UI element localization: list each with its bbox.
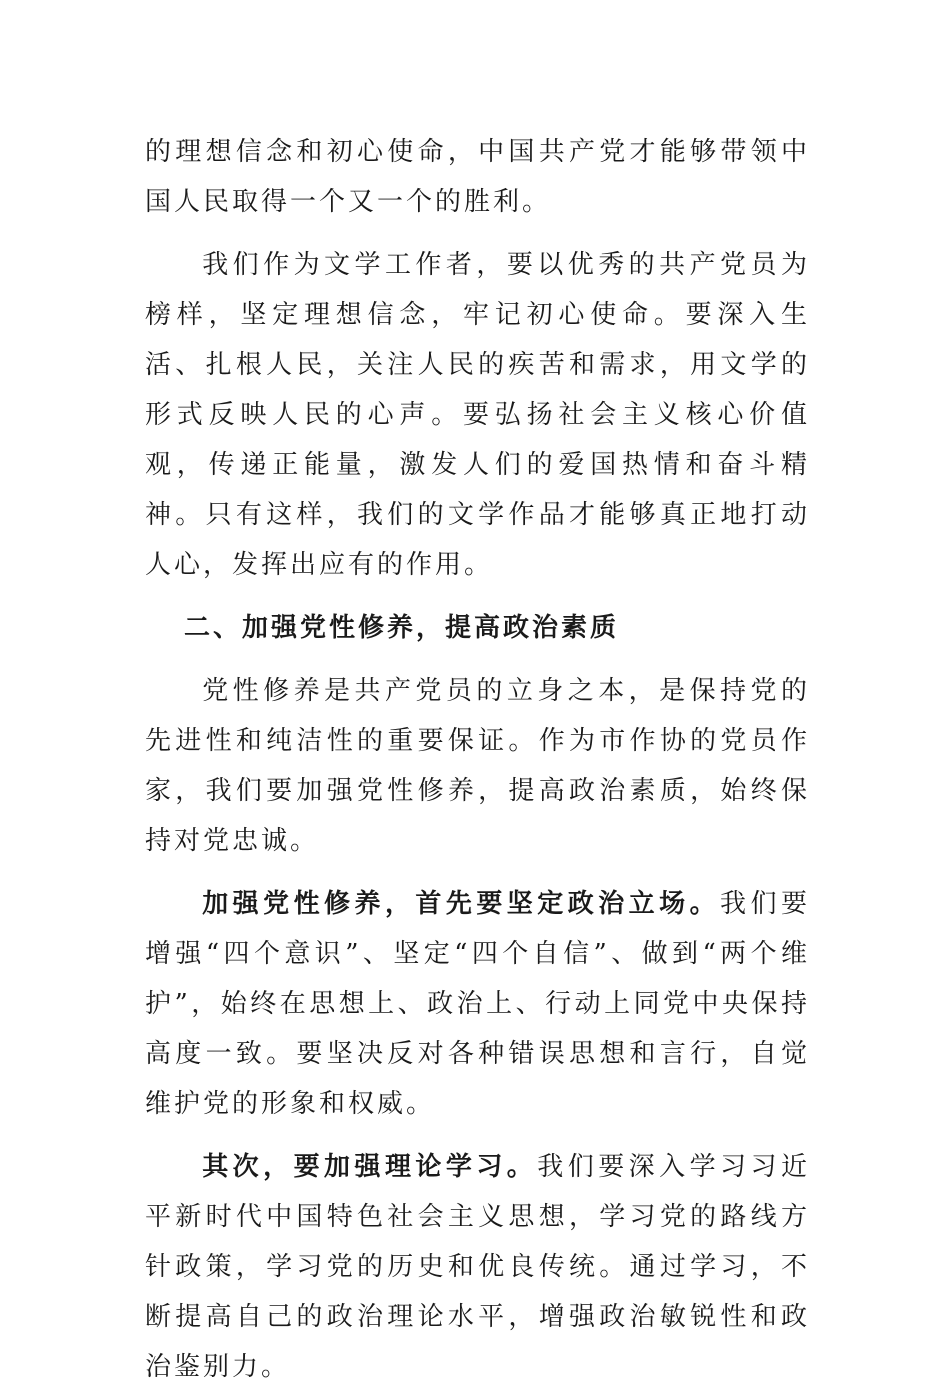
paragraph-continuation: 的理想信念和初心使命，中国共产党才能够带领中国人民取得一个又一个的胜利。: [145, 137, 810, 217]
section-heading: 二、加强党性修养，提高政治素质: [184, 613, 620, 643]
paragraph-body-political-stance: 我们要增强“四个意识”、坚定“四个自信”、做到“两个维护”，始终在思想上、政治上、行动上同党中央保持高度一致。要坚决反对各种错误思想和言行，自觉维护党的形象和权威。: [145, 889, 810, 1119]
paragraph-lead-political-stance: 加强党性修养，首先要坚定政治立场。: [202, 889, 721, 919]
paragraph-body-theory-study: 我们要深入学习习近平新时代中国特色社会主义思想，学习党的路线方针政策，学习党的历史和优良传统。通过学习，不断提高自己的政治理论水平，增强政治敏锐性和政治鉴别力。: [145, 1152, 810, 1382]
paragraph-literary-workers: 我们作为文学工作者，要以优秀的共产党员为榜样，坚定理想信念，牢记初心使命。要深入生活、扎根人民，关注人民的疾苦和需求，用文学的形式反映人民的心声。要弘扬社会主义核心价值观，传递正能量，激发人们的爱国热情和奋斗精神。只有这样，我们的文学作品才能够真正地打动人心，发挥出应有的作用。: [145, 250, 810, 580]
paragraph-lead-theory-study: 其次，要加强理论学习。: [202, 1152, 538, 1182]
paragraph-political-stance: [145, 879, 810, 1129]
paragraph-party-cultivation: 党性修养是共产党员的立身之本，是保持党的先进性和纯洁性的重要保证。作为市作协的党员作家，我们要加强党性修养，提高政治素质，始终保持对党忠诚。: [145, 676, 810, 856]
paragraph-theory-study: [145, 1142, 810, 1392]
document-body: [145, 127, 810, 1392]
